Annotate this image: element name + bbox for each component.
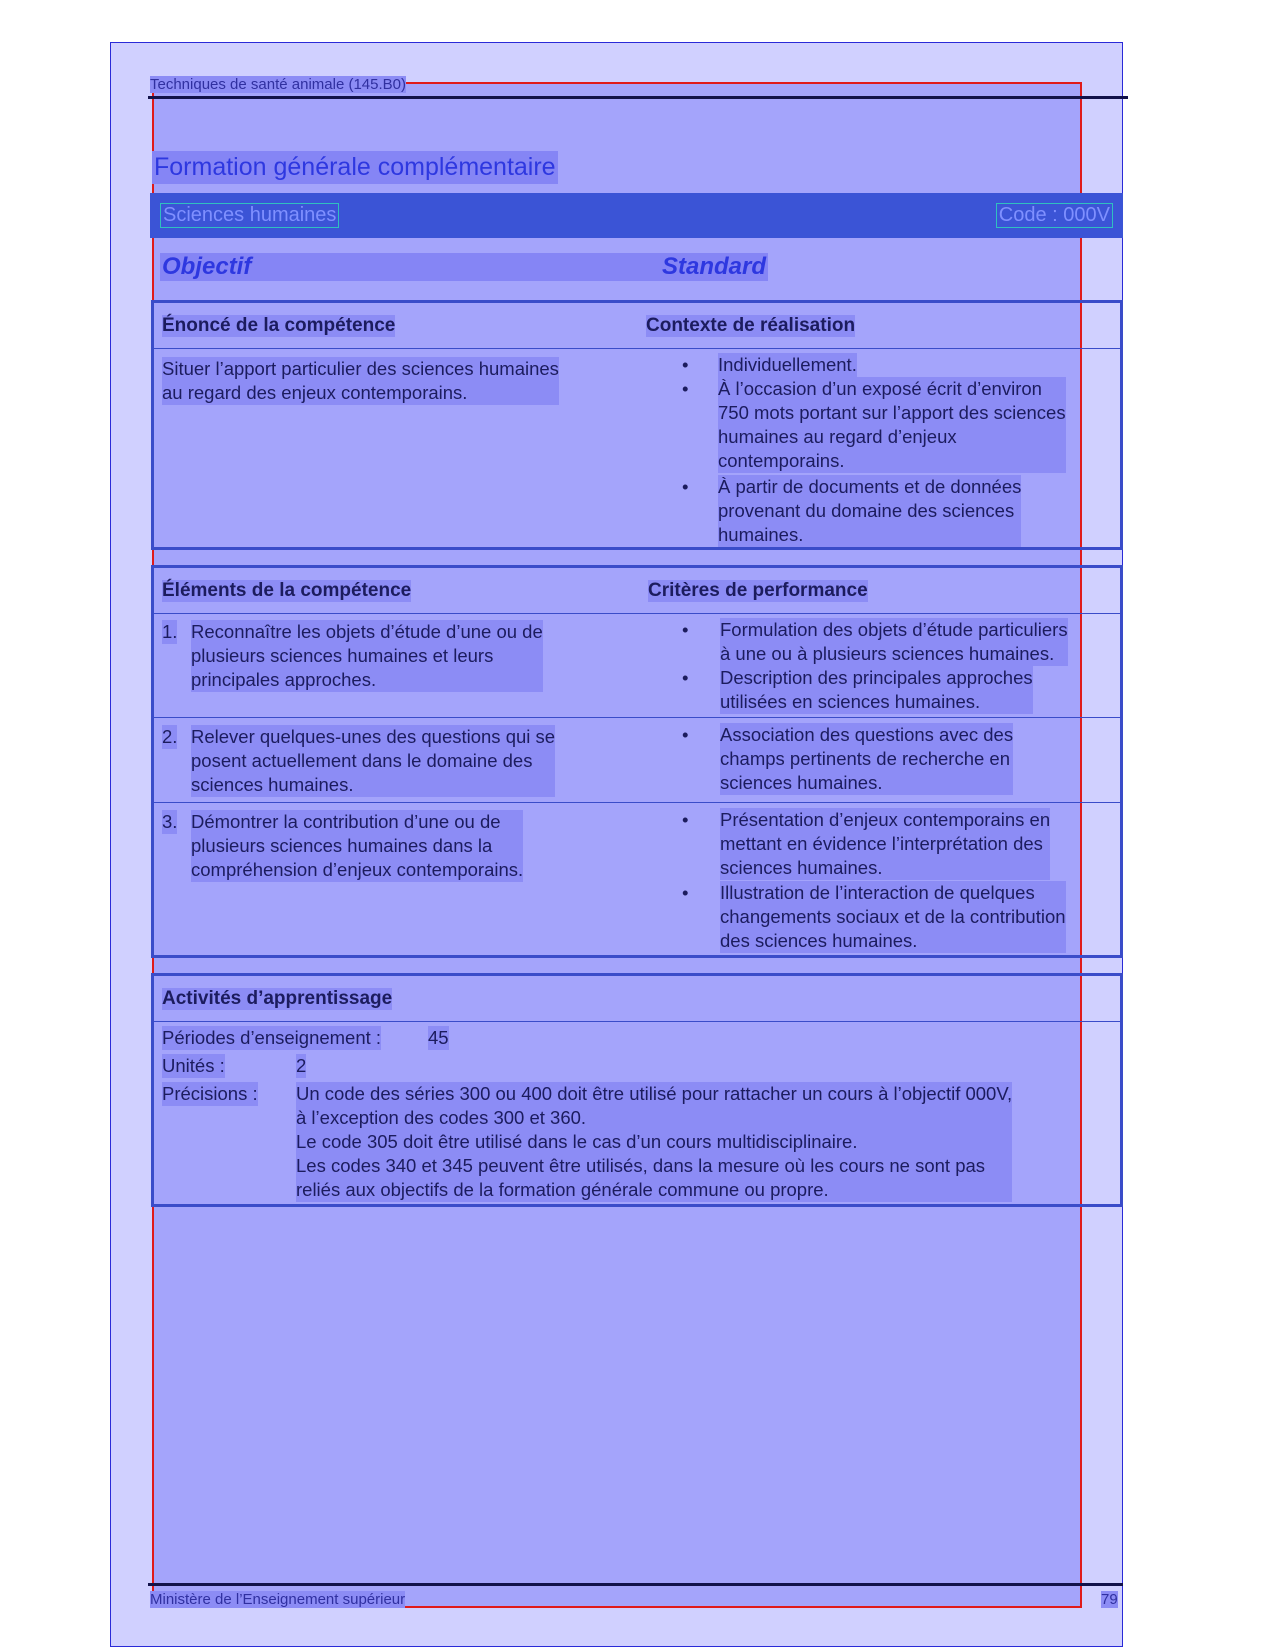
context-item: Individuellement.	[718, 354, 857, 375]
element-text	[191, 810, 523, 882]
element-line: principales approches.	[191, 668, 543, 692]
element-number: 2.	[162, 726, 178, 747]
objectif-label: Objectif	[160, 253, 662, 281]
statement-line: au regard des enjeux contemporains.	[162, 381, 559, 405]
competence-header-left: Énoncé de la compétence	[162, 315, 396, 336]
criteria-line: Présentation d’enjeux contemporains en	[720, 809, 1051, 830]
context-line: contemporains.	[718, 449, 1066, 473]
statement-line: Situer l’apport particulier des sciences humaines	[162, 358, 559, 379]
subject-code: Code : 000V	[996, 203, 1113, 228]
element-text	[191, 725, 555, 797]
activities-header-label: Activités d’apprentissage	[162, 988, 393, 1009]
running-footer: Ministère de l’Enseignement supérieur	[150, 1591, 406, 1608]
element-line: plusieurs sciences humaines et leurs	[191, 644, 543, 668]
criteria-item	[720, 881, 1066, 953]
units-value: 2	[296, 1055, 307, 1076]
element-number: 1.	[162, 621, 178, 642]
running-header: Techniques de santé animale (145.B0)	[150, 76, 406, 93]
elements-header-right: Critères de performance	[648, 580, 868, 601]
criteria-line: champs pertinents de recherche en	[720, 747, 1013, 771]
element-line: Reconnaître les objets d’étude d’une ou de	[191, 621, 543, 642]
subject-label: Sciences humaines	[160, 203, 339, 228]
criteria-line: sciences humaines.	[720, 856, 1050, 880]
precision-line: à l’exception des codes 300 et 360.	[296, 1106, 1012, 1130]
criteria-item	[720, 618, 1068, 666]
precision-line: Un code des séries 300 ou 400 doit être utilisé pour rattacher un cours à l’objectif 000V,	[296, 1083, 1013, 1104]
context-bullet-icon: •	[682, 378, 689, 399]
criteria-line: Illustration de l’interaction de quelques	[720, 881, 1066, 905]
context-line: humaines au regard d’enjeux	[718, 425, 1066, 449]
competence-table	[151, 300, 1123, 550]
periods-value: 45	[428, 1027, 449, 1048]
criteria-line: utilisées en sciences humaines.	[720, 690, 1033, 714]
context-line: À l’occasion d’un exposé écrit d’environ	[718, 377, 1066, 401]
criteria-line: Formulation des objets d’étude particuliers	[720, 619, 1068, 640]
activities-body	[162, 1026, 1112, 1206]
context-bullet-icon: •	[682, 354, 689, 375]
element-line: posent actuellement dans le domaine des	[191, 749, 555, 773]
element-line: compréhension d’enjeux contemporains.	[191, 859, 524, 880]
element-line: Relever quelques-unes des questions qui se	[191, 726, 556, 747]
row-divider	[154, 802, 1120, 803]
element-number: 3.	[162, 811, 178, 832]
criteria-line: changements sociaux et de la contribution	[720, 906, 1066, 927]
criteria-bullet-icon: •	[682, 667, 689, 688]
element-line: plusieurs sciences humaines dans la	[191, 834, 523, 858]
activities-header	[154, 976, 1120, 1022]
competence-header-right: Contexte de réalisation	[646, 315, 856, 336]
criteria-item	[720, 723, 1013, 795]
context-item	[718, 475, 1021, 547]
criteria-item	[720, 808, 1050, 880]
row-divider	[154, 717, 1120, 718]
elements-header-left: Éléments de la compétence	[162, 580, 412, 601]
competence-header	[154, 303, 1120, 349]
competence-statement	[162, 357, 559, 405]
precisions-text	[296, 1082, 1012, 1202]
context-line: provenant du domaine des sciences	[718, 499, 1021, 523]
elements-header	[154, 568, 1120, 614]
page-number: 79	[1101, 1591, 1118, 1608]
precision-line: Le code 305 doit être utilisé dans le cas d’un cours multidisciplinaire.	[296, 1130, 1012, 1154]
precision-line: reliés aux objectifs de la formation générale commune ou propre.	[296, 1178, 1012, 1202]
periods-label: Périodes d’enseignement :	[162, 1027, 382, 1048]
precisions-label: Précisions :	[162, 1083, 258, 1104]
criteria-bullet-icon: •	[682, 882, 689, 903]
footer-rule	[148, 1583, 1123, 1586]
header-rule	[148, 96, 1128, 99]
criteria-line: Description des principales approches	[720, 667, 1033, 688]
criteria-bullet-icon: •	[682, 809, 689, 830]
units-label: Unités :	[162, 1055, 225, 1076]
context-line: 750 mots portant sur l’apport des sciences	[718, 402, 1066, 423]
context-item	[718, 377, 1066, 473]
subject-band	[150, 193, 1123, 238]
element-line: sciences humaines.	[191, 773, 555, 797]
activities-table	[151, 973, 1123, 1207]
criteria-bullet-icon: •	[682, 724, 689, 745]
element-line: Démontrer la contribution d’une ou de	[191, 810, 523, 834]
criteria-line: à une ou à plusieurs sciences humaines.	[720, 642, 1068, 666]
criteria-line: Association des questions avec des	[720, 724, 1014, 745]
criteria-line: sciences humaines.	[720, 771, 1013, 795]
criteria-line: des sciences humaines.	[720, 929, 1066, 953]
context-line: À partir de documents et de données	[718, 476, 1022, 497]
criteria-line: mettant en évidence l’interprétation des	[720, 832, 1050, 856]
context-line: humaines.	[718, 523, 1021, 547]
criteria-item	[720, 666, 1033, 714]
context-bullet-icon: •	[682, 476, 689, 497]
criteria-bullet-icon: •	[682, 619, 689, 640]
standard-label: Standard	[662, 253, 767, 280]
page-title: Formation générale complémentaire	[152, 151, 558, 184]
element-text	[191, 620, 543, 692]
elements-table	[151, 565, 1123, 958]
precision-line: Les codes 340 et 345 peuvent être utilisés, dans la mesure où les cours ne sont pas	[296, 1154, 1012, 1178]
